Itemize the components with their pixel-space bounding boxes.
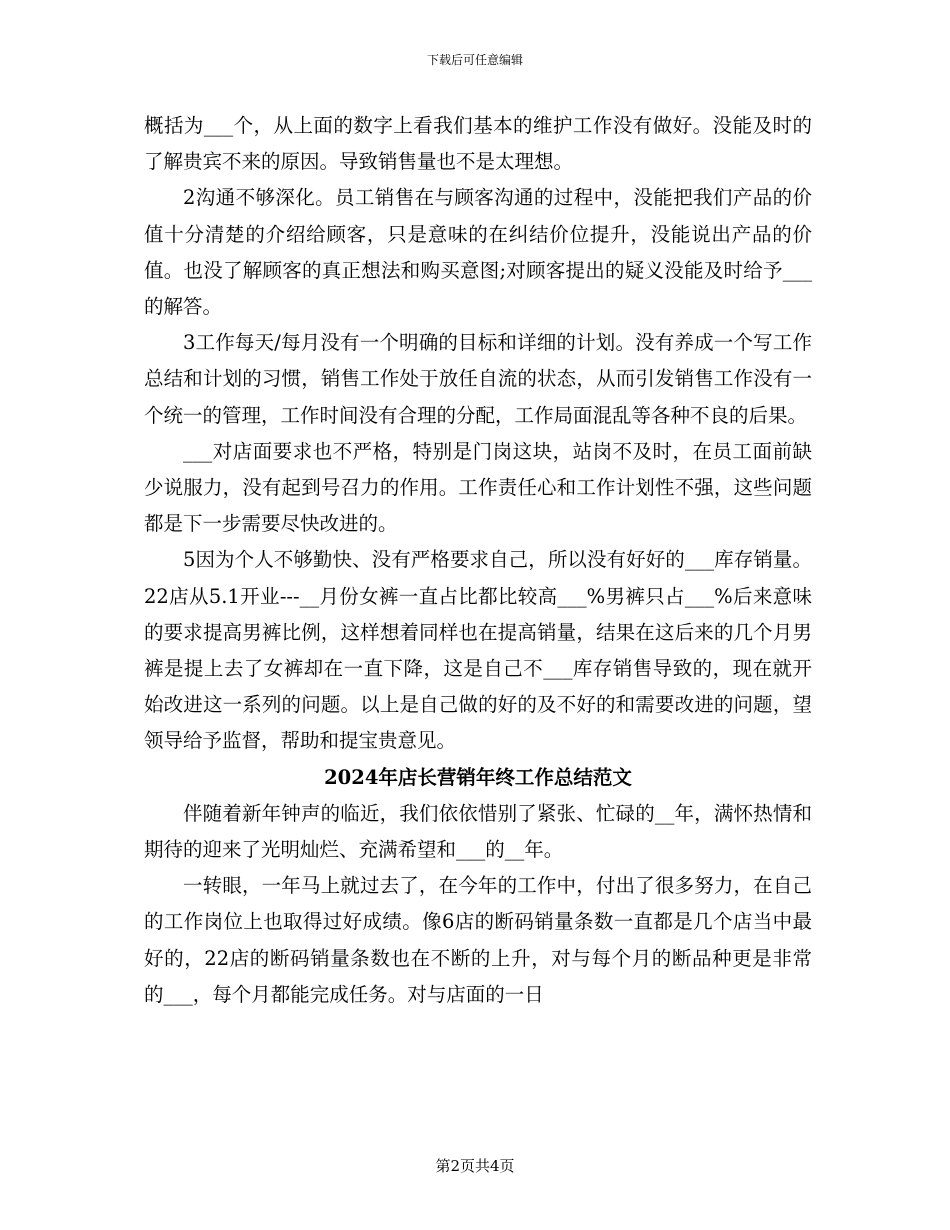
- paragraph-achievements: 一转眼，一年马上就过去了，在今年的工作中，付出了很多努力，在自己的工作岗位上也取得过好成绩。像6店的断码销量条数一直都是几个店当中最好的，22店的断码销量条数也在不断的上升，对与每个月的断品种更是非常的___，每个月都能完成任务。对与店面的一日: [144, 874, 812, 1006]
- paragraph-continuation: 概括为___个，从上面的数字上看我们基本的维护工作没有做好。没能及时的了解贵宾不来的原因。导致销售量也不是太理想。: [144, 114, 812, 174]
- section-title: 2024年店长营销年终工作总结范文: [324, 765, 632, 789]
- paragraph-planning: 3工作每天/每月没有一个明确的目标和详细的计划。没有养成一个写工作总结和计划的习惯，销售工作处于放任自流的状态，从而引发销售工作没有一个统一的管理，工作时间没有合理的分配，工作局面混乱等各种不良的后果。: [144, 331, 812, 427]
- page-header-note: 下载后可任意编辑: [426, 53, 523, 67]
- paragraph-store-requirements: ___对店面要求也不严格，特别是门岗这块，站岗不及时，在员工面前缺少说服力，没有起到号召力的作用。工作责任心和工作计划性不强，这些问题都是下一步需要尽快改进的。: [144, 439, 812, 536]
- paragraph-inventory: 5因为个人不够勤快、没有严格要求自己，所以没有好好的___库存销量。22店从5.1开业---__月份女裤一直占比都比较高___%男裤只占___%后来意味的要求提高男裤比例，这样想着同样也在提高销量，结果在这后来的几个月男裤是提上去了女裤却在一直下降，这是自己不___库存销售导致的，现在就开始改进这一系列的问题。以上是自己做的好的及不好的和需要改进的问题，望领导给予监督，帮助和提宝贵意见。: [144, 548, 812, 753]
- document-body: [144, 108, 812, 1013]
- paragraph-communication: 2沟通不够深化。员工销售在与顾客沟通的过程中，没能把我们产品的价值十分清楚的介绍给顾客，只是意味的在纠结价位提升，没能说出产品的价值。也没了解顾客的真正想法和购买意图;对顾客提出的疑义没能及时给予___的解答。: [144, 186, 812, 319]
- page-number: 第2页共4页: [435, 1157, 515, 1175]
- paragraph-new-year: 伴随着新年钟声的临近，我们依依惜别了紧张、忙碌的__年，满怀热情和期待的迎来了光明灿烂、充满希望和___的__年。: [144, 801, 812, 862]
